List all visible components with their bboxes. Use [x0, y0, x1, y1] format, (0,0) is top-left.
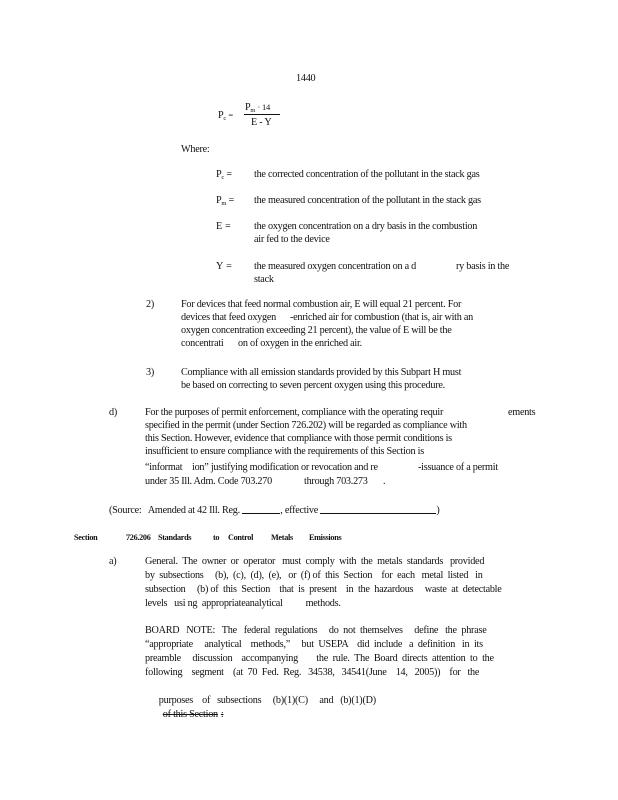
where-label: Where:: [181, 144, 210, 155]
item-d-line6b: through 703.273: [304, 476, 368, 487]
item-a-line2: by subsections (b), (c), (d), (e), or (f) of this Section for each metal listed in: [145, 570, 483, 581]
section-title-word: Standards: [158, 533, 192, 542]
item-d-line5a: “informat: [145, 462, 183, 473]
numerator-subscript: m: [250, 107, 256, 114]
def-equals: =: [224, 221, 231, 232]
item-d-line3: this Section. However, evidence that compliance with those permit conditions is: [145, 433, 452, 444]
def-text-pc: the corrected concentration of the pollutant in the stack gas: [254, 169, 480, 180]
struck-colon: :: [220, 709, 224, 720]
def-symbol-letter: Y: [216, 261, 224, 272]
item-d-line2: specified in the permit (under Section 726.202) will be regarded as compliance with: [145, 420, 467, 431]
def-symbol-subscript: c: [221, 174, 225, 181]
item-d-line5b: ion” justifying modification or revocation and re: [192, 462, 378, 473]
formula-lhs-subscript: c: [223, 115, 227, 122]
def-text-y-line1b: ry basis in the: [456, 261, 510, 272]
item-3-line1: Compliance with all emission standards provided by this Subpart H must: [181, 367, 462, 378]
item-2-line4a: concentrati: [181, 338, 224, 349]
def-symbol-y: [216, 260, 232, 274]
def-symbol-subscript: m: [221, 200, 227, 207]
item-a-line4: levels usi ng appropriateanalytical methods.: [145, 598, 341, 609]
source-label: (Source:: [109, 505, 142, 516]
fraction-bar: [244, 114, 280, 115]
numerator-rest: · 14: [257, 102, 270, 112]
item-2-number: 2): [146, 299, 154, 310]
board-note-line2: “appropriate analytical methods,” but USEPA did include a definition in its: [145, 639, 483, 650]
def-symbol-e: [216, 220, 230, 234]
struck-text: of this Section: [162, 709, 218, 720]
item-a-number: a): [109, 556, 117, 567]
def-symbol-letter: P: [216, 195, 222, 206]
item-d-line4: insufficient to ensure compliance with the requirements of this Section is: [145, 446, 424, 457]
page-number: 1440: [296, 73, 316, 84]
def-text-y-line2: stack: [254, 274, 274, 285]
item-2-line4b: on of oxygen in the enriched air.: [238, 338, 362, 349]
board-note-line3: preamble discussion accompanying the rule. The Board directs attention to the: [145, 653, 494, 664]
item-3-number: 3): [146, 367, 154, 378]
item-2-line2b: -enriched air for combustion (that is, air with an: [290, 312, 473, 323]
def-symbol-letter: P: [216, 169, 222, 180]
numerator-symbol: P: [245, 102, 251, 113]
item-a-line3: subsection (b) of this Section that is present in the hazardous waste at detectable: [145, 584, 502, 595]
item-d-line6c: .: [383, 476, 386, 487]
item-2-line3: oxygen concentration exceeding 21 percent), the value of E will be the: [181, 325, 452, 336]
item-2-line1: For devices that feed normal combustion air, E will equal 21 percent. For: [181, 299, 462, 310]
formula-equals: =: [228, 110, 233, 120]
def-symbol-pm: [216, 194, 234, 211]
item-a-line1: General. The owner or operator must comply with the metals standards provided: [145, 556, 485, 567]
reg-number-blank: [242, 503, 280, 514]
def-equals: =: [226, 169, 232, 180]
item-d-line5c: -issuance of a permit: [418, 462, 498, 473]
def-equals: =: [226, 261, 232, 272]
board-note-line5: [145, 680, 376, 736]
board-note-line4: following segment (at 70 Fed. Reg. 34538, 34541(June 14, 2005)) for the: [145, 667, 480, 678]
item-2-line2a: devices that feed oxygen: [181, 312, 276, 323]
section-title-word: Metals: [271, 533, 293, 542]
def-text-pm: the measured concentration of the pollutant in the stack gas: [254, 195, 481, 206]
source-amended-text: Amended at 42 Ill. Reg.: [147, 505, 240, 516]
section-title-word: to: [213, 533, 220, 542]
item-3-line2: be based on correcting to seven percent oxygen using this procedure.: [181, 380, 445, 391]
formula-lhs-symbol: P: [218, 110, 224, 121]
def-text-y-line1a: the measured oxygen concentration on a d: [254, 261, 416, 272]
def-equals: =: [228, 195, 235, 206]
def-symbol-pc: [216, 168, 232, 185]
source-effective-text: , effective: [280, 505, 319, 516]
section-title-word: Emissions: [309, 533, 342, 542]
section-number: 726.206: [126, 533, 151, 542]
def-text-e-line2: air fed to the device: [254, 234, 330, 245]
source-note: [109, 503, 440, 518]
item-d-line6a: under 35 Ill. Adm. Code 703.270: [145, 476, 272, 487]
formula-denominator: E - Y: [251, 117, 272, 128]
def-text-e-line1: the oxygen concentration on a dry basis in the combustion: [254, 221, 478, 232]
item-d-number: d): [109, 407, 117, 418]
board-note-line1: BOARD NOTE: The federal regulations do not themselves define the phrase: [145, 625, 487, 636]
formula-lhs: [218, 108, 233, 126]
def-symbol-letter: E: [216, 221, 222, 232]
source-close-paren: ): [436, 505, 440, 516]
item-d-line1b: ements: [508, 407, 536, 418]
effective-date-blank: [320, 503, 436, 514]
section-title-word: Control: [228, 533, 254, 542]
section-label: Section: [74, 533, 98, 542]
board-note-line5-text: purposes of subsections (b)(1)(C) and (b)(1)(D): [158, 695, 376, 706]
item-d-line1a: For the purposes of permit enforcement, compliance with the operating requir: [145, 407, 444, 418]
